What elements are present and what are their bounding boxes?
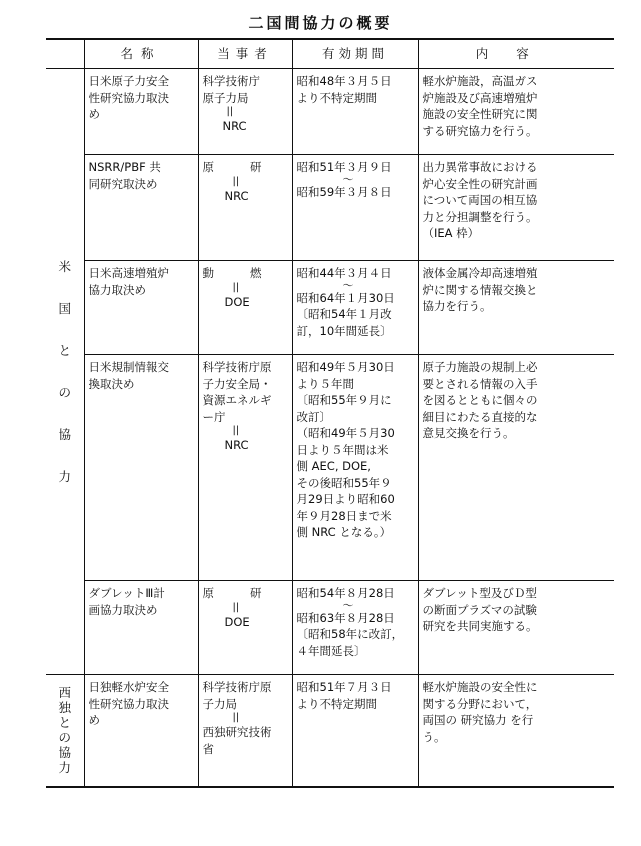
- party-b: NRC: [222, 119, 247, 133]
- agreement-name: 日米規制情報交 換取決め: [84, 355, 198, 581]
- group-label-us: 米 国 と の 協 力: [46, 69, 84, 675]
- equivalence-mark: ||: [226, 106, 234, 117]
- content-description: 軽水炉施設，高温ガス 炉施設及び高速増殖炉 施設の安全性研究に関 する研究協力を行う。: [418, 69, 614, 155]
- agreement-name: NSRR/PBF 共 同研究取決め: [84, 155, 198, 261]
- header-content: 内容: [418, 39, 614, 69]
- period-start: 昭和54年８月28日: [296, 586, 395, 600]
- table-row: [46, 155, 614, 261]
- party-a: 科学技術庁原 子力安全局・ 資源エネルギ ー庁: [202, 360, 272, 424]
- validity-period: 昭和48年３月５日 より不特定期間: [292, 69, 418, 155]
- agreement-name: 日米高速増殖炉 協力取決め: [84, 261, 198, 355]
- parties-cell: [198, 261, 292, 355]
- period-end: 昭和64年１月30日: [296, 290, 395, 305]
- validity-period: [292, 155, 418, 261]
- parties-cell: [198, 355, 292, 581]
- header-name: 名称: [84, 39, 198, 69]
- period-note: 〔昭和54年１月改 訂，10年間延長〕: [296, 307, 392, 338]
- period-start: 昭和44年３月４日: [296, 266, 392, 280]
- equivalence-mark: ||: [232, 601, 240, 613]
- party-b: DOE: [224, 614, 250, 629]
- equivalence-mark: ||: [232, 175, 240, 187]
- group-label-de: 西 独 と の 協 力: [46, 675, 84, 787]
- validity-period: 昭和51年７月３日 より不特定期間: [292, 675, 418, 787]
- content-description: 出力異常事故における 炉心安全性の研究計画 について両国の相互協 力と分担調整を行う。 （IEA 枠）: [418, 155, 614, 261]
- header-parties: 当事者: [198, 39, 292, 69]
- period-note: 〔昭和58年に改訂， ４年間延長〕: [296, 627, 404, 658]
- equivalence-mark: ||: [232, 281, 240, 293]
- party-b: NRC: [224, 438, 249, 452]
- table-row: [46, 581, 614, 675]
- validity-period: 昭和49年５月30日 より５年間 〔昭和55年９月に 改訂〕 （昭和49年５月30 日より５年間は米 側 AEC, DOE, その後昭和55年９ 月29日より昭和60 年９月28日まで米 側 NRC となる。）: [292, 355, 418, 581]
- parties-cell: [198, 155, 292, 261]
- agreement-name: 日米原子力安全 性研究協力取決 め: [84, 69, 198, 155]
- parties-cell: [198, 69, 292, 155]
- party-a: 原 研: [202, 160, 262, 174]
- header-period: 有効期間: [292, 39, 418, 69]
- agreement-name: ダブレットⅢ計 画協力取決め: [84, 581, 198, 675]
- party-a: 科学技術庁 原子力局: [202, 74, 260, 105]
- cooperation-table: [46, 38, 614, 788]
- party-a: 原 研: [202, 586, 262, 600]
- page-title: 二国間協力の概要: [248, 14, 393, 32]
- party-a: 動 燃: [202, 266, 262, 280]
- equivalence-mark: ||: [232, 712, 240, 723]
- equivalence-mark: ||: [232, 425, 240, 436]
- validity-period: [292, 261, 418, 355]
- content-description: 軽水炉施設の安全性に 関する分野において， 両国の 研究協力 を行 う。: [418, 675, 614, 787]
- agreement-name: 日独軽水炉安全 性研究協力取決 め: [84, 675, 198, 787]
- period-tilde: 〜: [342, 172, 354, 186]
- period-end: 昭和59年３月８日: [296, 184, 392, 199]
- validity-period: [292, 581, 418, 675]
- content-description: ダブレット型及びＤ型 の断面プラズマの試験 研究を共同実施する。: [418, 581, 614, 675]
- table-row: [46, 261, 614, 355]
- table-row: [46, 355, 614, 581]
- parties-cell: [198, 581, 292, 675]
- content-description: 液体金属冷却高速増殖 炉に関する情報交換と 協力を行う。: [418, 261, 614, 355]
- party-b: NRC: [224, 188, 249, 203]
- content-description: 原子力施設の規制上必 要とされる情報の入手 を図るとともに個々の 細目にわたる直接的な 意見交換を行う。: [418, 355, 614, 581]
- period-tilde: 〜: [342, 278, 354, 292]
- party-b: DOE: [224, 294, 250, 309]
- parties-cell: [198, 675, 292, 787]
- table-row: [46, 675, 614, 787]
- header-row: [46, 39, 614, 69]
- party-a: 科学技術庁原 子力局: [202, 680, 272, 711]
- party-b: 西独研究技術 省: [202, 725, 272, 756]
- table-row: [46, 69, 614, 155]
- period-end: 昭和63年８月28日: [296, 610, 395, 625]
- period-tilde: 〜: [342, 598, 354, 612]
- period-start: 昭和51年３月９日: [296, 160, 392, 174]
- header-group: [46, 39, 84, 69]
